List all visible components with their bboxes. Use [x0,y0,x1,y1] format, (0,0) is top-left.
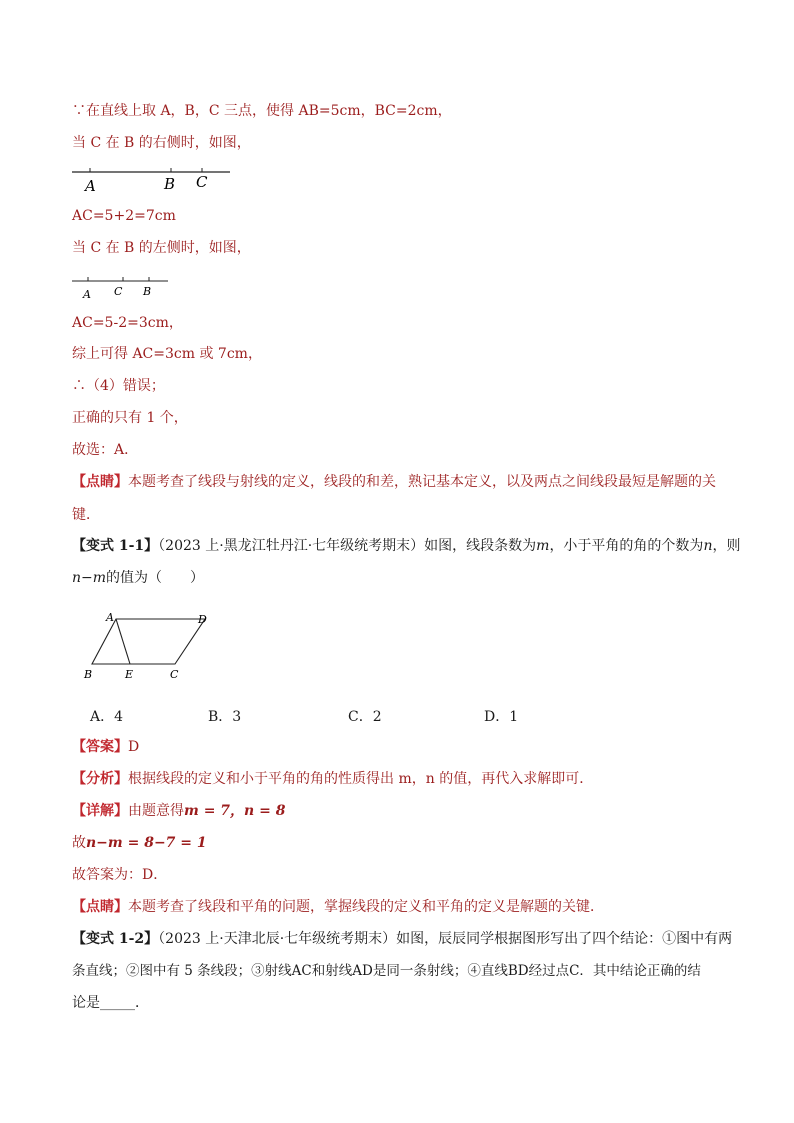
number-line-figure-2 [70,272,175,302]
parallelogram-figure [80,608,215,683]
solution-line-5: AC=5-2=3cm， [72,315,183,331]
option-b[interactable]: B．3 [208,709,242,725]
dianjing-continuation: 键． [72,507,100,523]
variant-1-2-line-1 [72,929,732,949]
vertex-label-d: D [198,613,207,626]
analysis-text: 根据线段的定义和小于平角的角的性质得出 m，n 的值，再代入求解即可． [128,771,594,787]
point-label-c: C [114,285,123,298]
point-label-b: B [164,175,176,193]
variant-1-1-tag: 【变式 1-1】 [72,538,159,554]
point-label-a: A [83,288,91,301]
solution-line-6: 综上可得 AC=3cm 或 7cm， [72,346,262,362]
answer-value: D [128,739,140,755]
solution-line-2: 当 C 在 B 的右侧时，如图， [72,135,251,151]
solution-line-8: 正确的只有 1 个， [72,410,188,426]
variant-1-1-mid: ，小于平角的角的个数为 [549,538,704,554]
detail-math: m = 7，n = 8 [184,803,286,819]
solution-line-4: 当 C 在 B 的左侧时，如图， [72,240,251,256]
variant-1-1-source: （2023 上·黑龙江牡丹江·七年级统考期末）如图，线段条数为 [158,538,537,554]
dianjing-line-2 [72,897,604,917]
variant-1-2-text-1: （2023 上·天津北辰·七年级统考期末）如图，辰辰同学根据图形写出了四个结论：①图中有两 [158,931,733,947]
variant-1-1-question: 的值为（ ） [106,570,205,586]
var-m: m [536,538,550,554]
variant-1-1-line-1 [72,536,740,556]
option-d[interactable]: D．1 [484,709,519,725]
vertex-label-a: A [106,611,114,624]
number-line-figure-1 [70,160,235,194]
therefore-math: n−m = 8−7 = 1 [86,835,207,851]
analysis-tag: 【分析】 [72,771,128,787]
dianjing-text-2: 本题考查了线段和平角的问题，掌握线段的定义和平角的定义是解题的关键． [128,899,604,915]
therefore-line [72,833,207,853]
solution-line-9: 故选：A． [72,442,139,458]
dianjing-text: 本题考查了线段与射线的定义，线段的和差，熟记基本定义，以及两点之间线段最短是解题的关 [128,474,716,490]
solution-line-1: ∵在直线上取 A，B，C 三点，使得 AB=5cm，BC=2cm， [72,103,452,119]
detail-line [72,801,285,821]
point-label-b: B [143,285,152,298]
answer-line [72,737,139,757]
var-n: n [703,538,713,554]
therefore-prefix: 故 [72,835,86,851]
variant-1-2-line-3: 论是_____． [72,995,149,1011]
analysis-line [72,769,593,789]
vertex-label-b: B [84,668,93,681]
point-label-a: A [85,177,96,194]
variant-1-2-line-2: 条直线；②图中有 5 条线段；③射线AC和射线AD是同一条射线；④直线BD经过点C．其中结论正确的结 [72,963,701,979]
solution-line-3: AC=5+2=7cm [72,208,176,224]
option-c[interactable]: C．2 [348,709,382,725]
variant-1-1-line-2 [72,568,204,588]
detail-text: 由题意得 [128,803,184,819]
variant-1-2-tag: 【变式 1-2】 [72,931,159,947]
answer-statement: 故答案为：D． [72,867,168,883]
vertex-label-c: C [170,668,179,681]
dianjing-line [72,472,716,492]
expr-n-minus-m: n−m [72,570,107,586]
vertex-label-e: E [125,668,134,681]
solution-line-7: ∴（4）错误； [72,378,165,394]
detail-tag: 【详解】 [72,803,128,819]
answer-tag: 【答案】 [72,739,128,755]
option-a[interactable]: A．4 [90,709,124,725]
point-label-c: C [196,173,208,191]
variant-1-1-end: ，则 [712,538,741,554]
dianjing-tag: 【点睛】 [72,474,128,490]
dianjing-tag-2: 【点睛】 [72,899,128,915]
